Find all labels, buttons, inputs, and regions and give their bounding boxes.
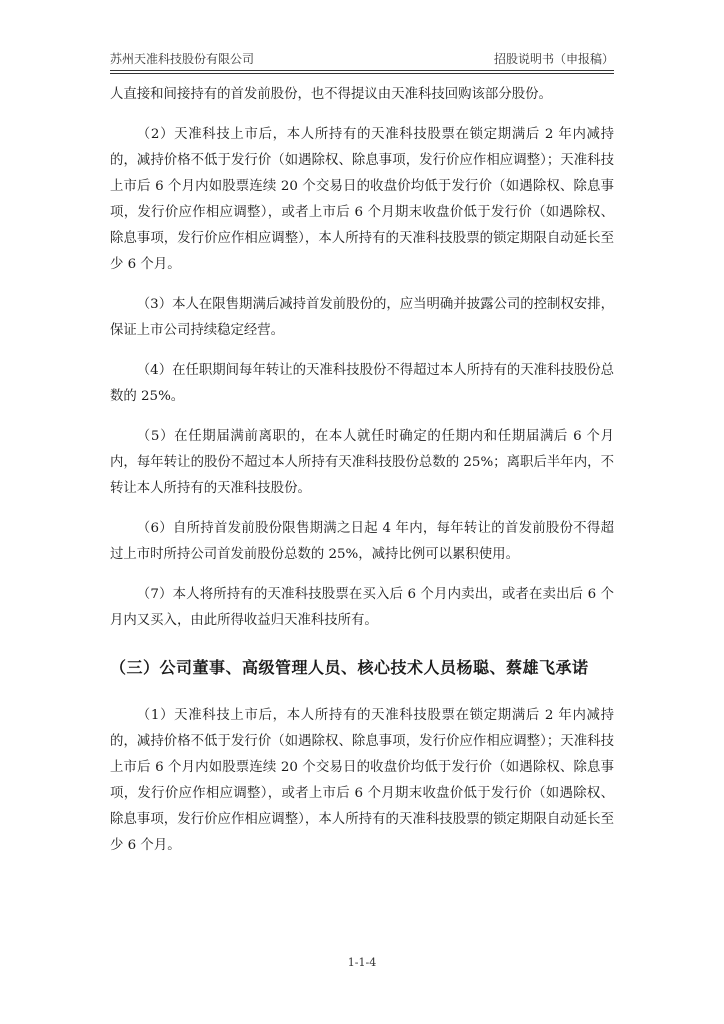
commitment-item-6: （6）自所持首发前股份限售期满之日起 4 年内，每年转让的首发前股份不得超过上市时所持公司首发前股份总数的 25%，减持比例可以累积使用。 — [110, 521, 614, 562]
header-company-name: 苏州天准科技股份有限公司 — [110, 52, 255, 66]
header-document-title: 招股说明书（申报稿） — [493, 52, 614, 66]
commitment-item-7: （7）本人将所持有的天准科技股票在买入后 6 个月内卖出，或者在卖出后 6 个月内又买入，由此所得收益归天准科技所有。 — [110, 587, 614, 628]
commitment-item-4: （4）在任职期间每年转让的天准科技股份不得超过本人所持有的天准科技股份总数的 25%。 — [110, 363, 614, 404]
intro-paragraph: 人直接和间接持有的首发前股份，也不得提议由天准科技回购该部分股份。 — [110, 87, 552, 102]
section-item-1: （1）天准科技上市后，本人所持有的天准科技股票在锁定期满后 2 年内减持的，减持价格不低于发行价（如遇除权、除息事项，发行价应作相应调整）；天准科技上市后 6 个月内如股票连续 20 个交易日的收盘价均低于发行价（如遇除权、除息事项，发行价应作相应调整），或者上市后 6 个月期末收盘价低于发行价（如遇除权、除息事项，发行价应作相应调整），本人所持有的天准科技股票的锁定期限自动延长至少 6 个月。 — [110, 708, 614, 853]
commitment-item-2: （2）天准科技上市后，本人所持有的天准科技股票在锁定期满后 2 年内减持的，减持价格不低于发行价（如遇除权、除息事项，发行价应作相应调整）；天准科技上市后 6 个月内如股票连续 20 个交易日的收盘价均低于发行价（如遇除权、除息事项，发行价应作相应调整），或者上市后 6 个月期末收盘价低于发行价（如遇除权、除息事项，发行价应作相应调整），本人所持有的天准科技股票的锁定期限自动延长至少 6 个月。 — [110, 127, 614, 272]
header-rule-thin — [110, 73, 614, 74]
page-header — [110, 49, 614, 69]
commitment-item-5: （5）在任期届满前离职的，在本人就任时确定的任期内和任期届满后 6 个月内，每年转让的股份不超过本人所持有天准科技股份总数的 25%；离职后半年内，不转让本人所持有的天准科技股份。 — [110, 429, 614, 496]
section-heading: （三）公司董事、高级管理人员、核心技术人员杨聪、蔡雄飞承诺 — [110, 658, 589, 677]
page-number: 1-1-4 — [347, 956, 377, 969]
header-rule — [110, 70, 614, 71]
document-body — [110, 82, 614, 859]
commitment-item-3: （3）本人在限售期满后减持首发前股份的，应当明确并披露公司的控制权安排，保证上市公司持续稳定经营。 — [110, 297, 614, 338]
